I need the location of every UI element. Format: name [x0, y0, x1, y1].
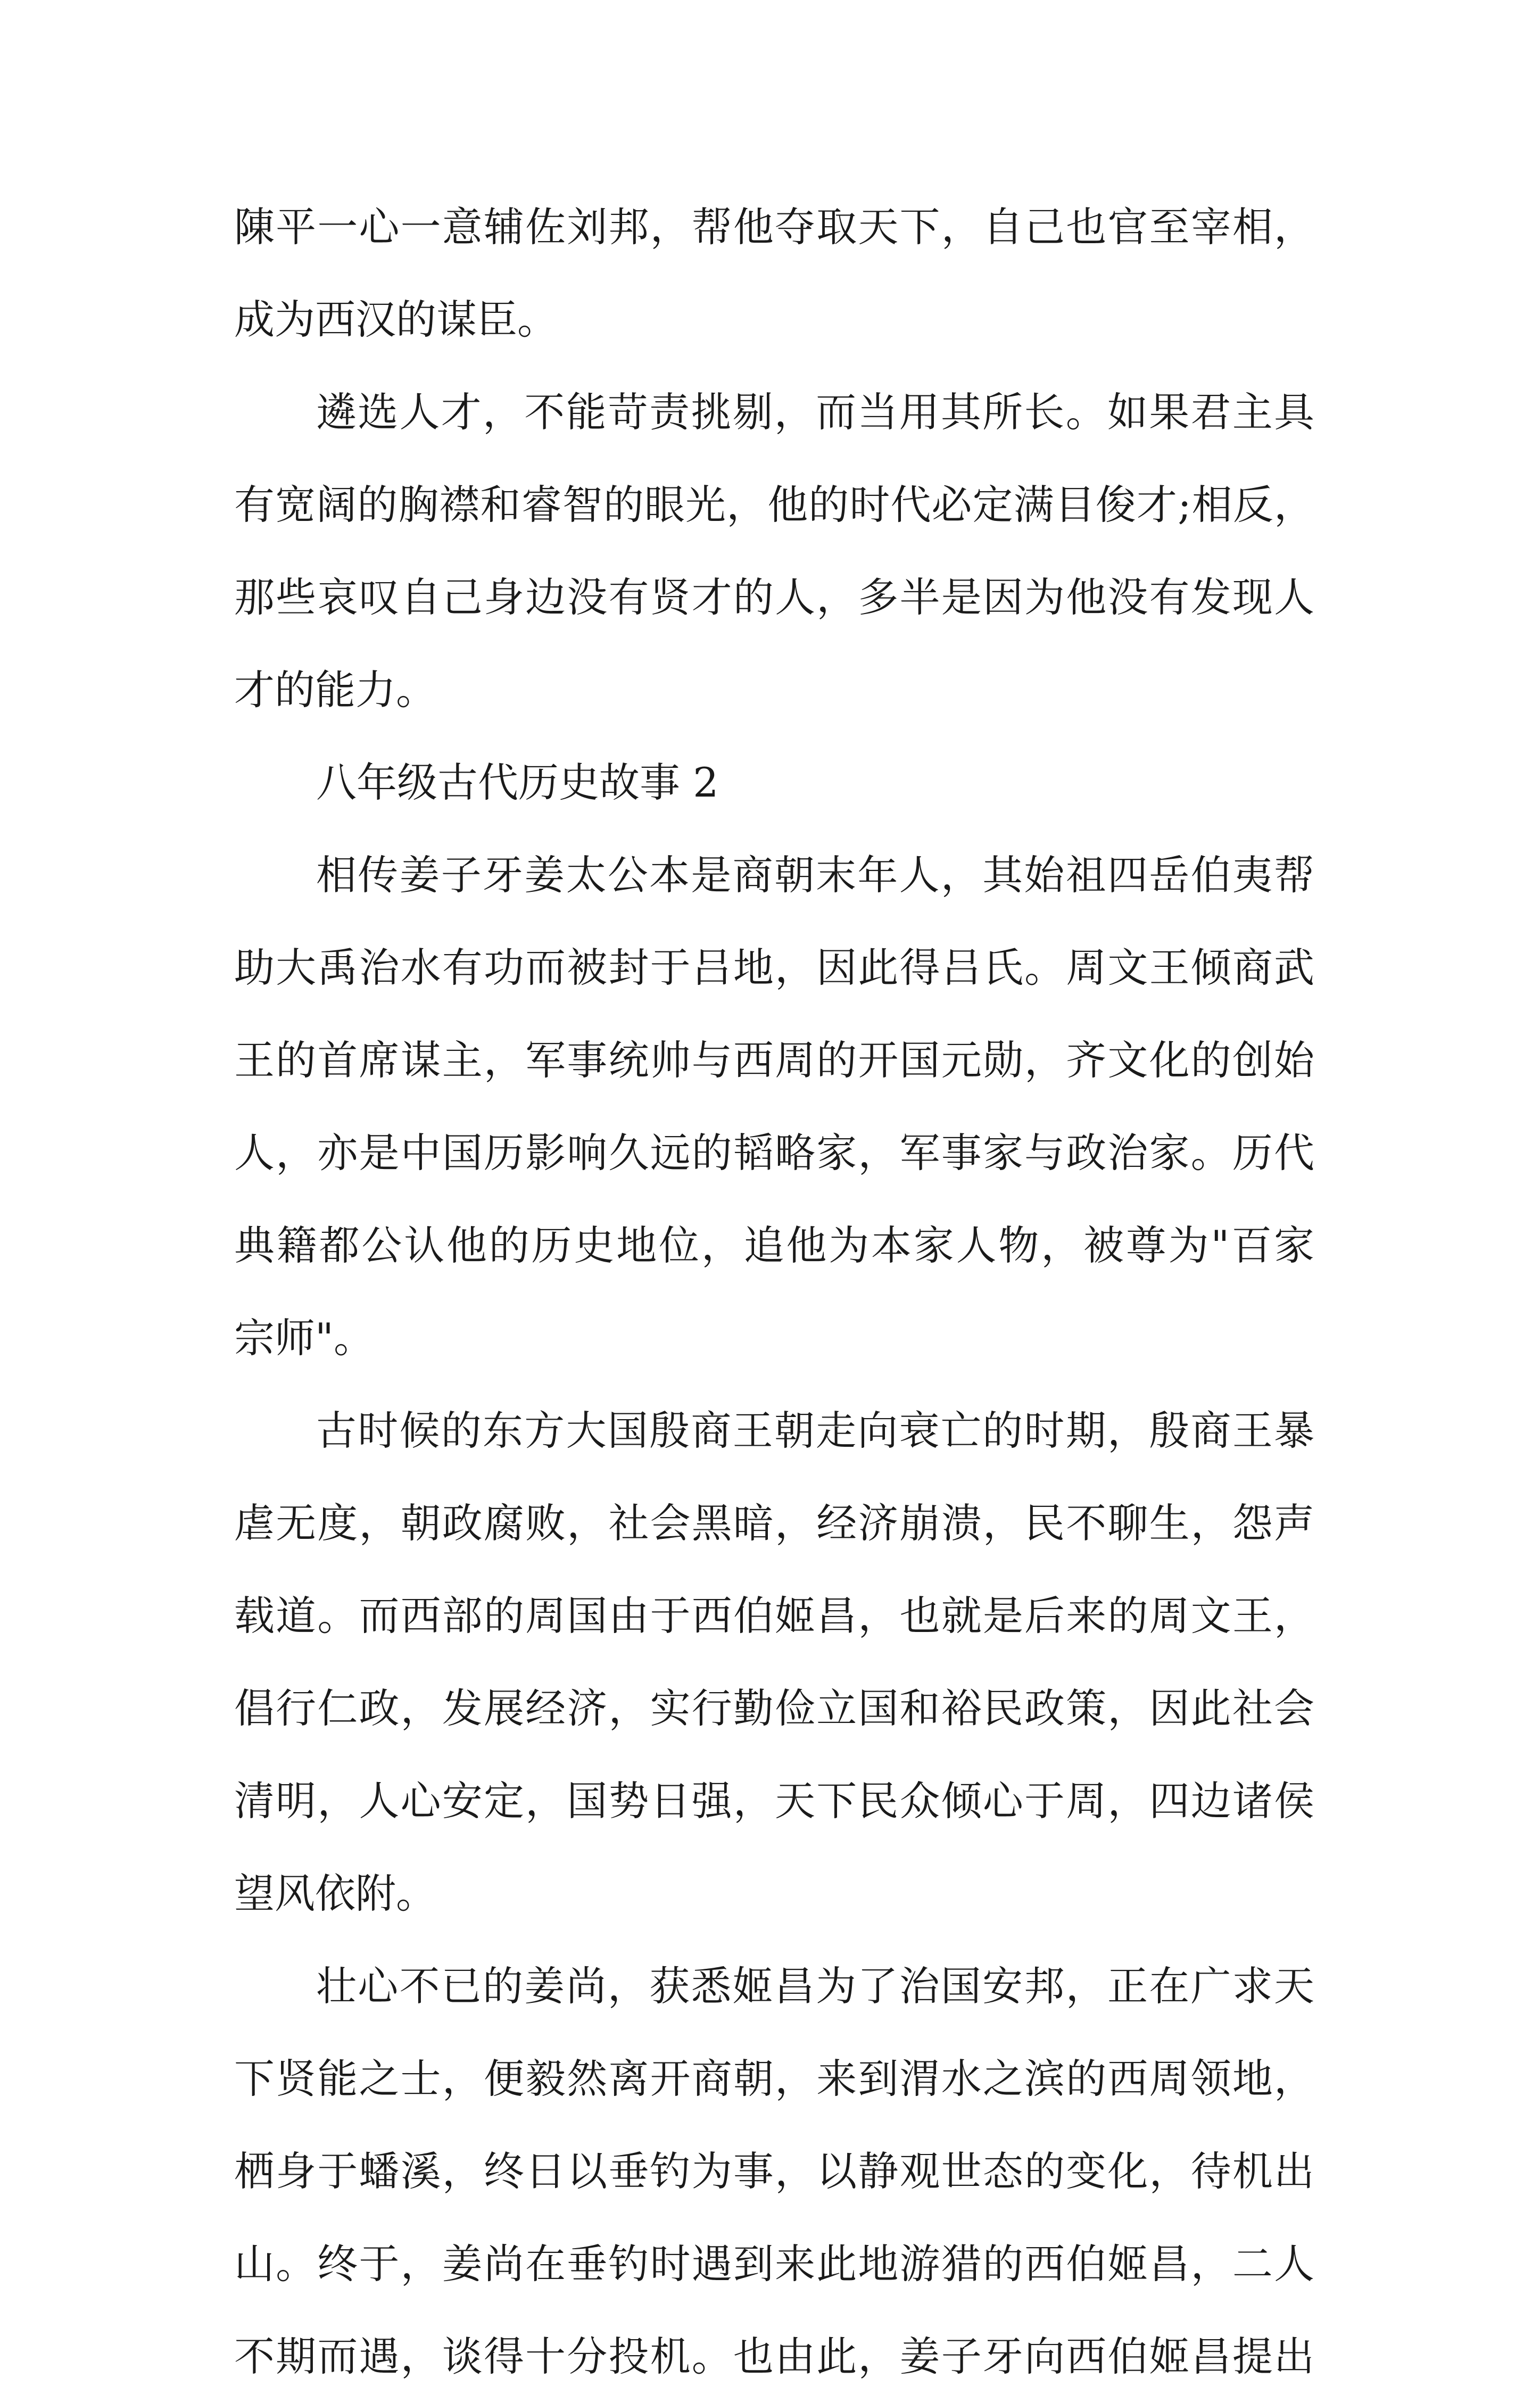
paragraph-first-line: 壮心不已的姜尚，获悉姬昌为了治国安邦，正在广求天: [316, 1962, 1314, 2010]
section-heading: 八年级古代历史故事 2: [316, 759, 719, 806]
text-line: 有宽阔的胸襟和睿智的眼光，他的时代必定满目俊才;相反，: [234, 481, 1314, 528]
document-body: [234, 181, 1314, 2403]
text-line: 望风依附。: [234, 1870, 436, 1917]
text-line: 载道。而西部的周国由于西伯姬昌，也就是后来的周文王，: [234, 1592, 1314, 1639]
text-line: 不期而遇，谈得十分投机。也由此，姜子牙向西伯姬昌提出: [234, 2333, 1314, 2380]
text-line: 栖身于蟠溪，终日以垂钓为事，以静观世态的变化，待机出: [234, 2148, 1314, 2195]
text-line: 陳平一心一意辅佐刘邦，帮他夺取天下，自己也官至宰相，: [234, 203, 1314, 251]
text-line: 助大禹治水有功而被封于吕地，因此得吕氏。周文王倾商武: [234, 944, 1314, 991]
text-line: 虐无度，朝政腐败，社会黑暗，经济崩溃，民不聊生，怨声: [234, 1499, 1314, 1547]
text-line: 典籍都公认他的历史地位，追他为本家人物，被尊为"百家: [234, 1222, 1314, 1269]
text-line: 才的能力。: [234, 666, 436, 714]
text-line: 人，亦是中国历影响久远的韬略家，军事家与政治家。历代: [234, 1129, 1314, 1176]
paragraph-first-line: 相传姜子牙姜太公本是商朝末年人，其始祖四岳伯夷帮: [316, 851, 1314, 899]
paragraph-first-line: 遴选人才，不能苛责挑剔，而当用其所长。如果君主具: [316, 388, 1314, 436]
text-line: 清明，人心安定，国势日强，天下民众倾心于周，四边诸侯: [234, 1777, 1314, 1825]
text-line: 那些哀叹自己身边没有贤才的人，多半是因为他没有发现人: [234, 574, 1314, 621]
paragraph-first-line: 古时候的东方大国殷商王朝走向衰亡的时期，殷商王暴: [316, 1407, 1314, 1454]
text-line: 宗师"。: [234, 1314, 374, 1362]
text-line: 下贤能之士，便毅然离开商朝，来到渭水之滨的西周领地，: [234, 2055, 1314, 2102]
text-line: 成为西汉的谋臣。: [234, 296, 558, 343]
text-line: 山。终于，姜尚在垂钓时遇到来此地游猎的西伯姬昌，二人: [234, 2240, 1314, 2288]
text-line: 倡行仁政，发展经济，实行勤俭立国和裕民政策，因此社会: [234, 1685, 1314, 1732]
text-line: 王的首席谋主，军事统帅与西周的开国元勋，齐文化的创始: [234, 1037, 1314, 1084]
